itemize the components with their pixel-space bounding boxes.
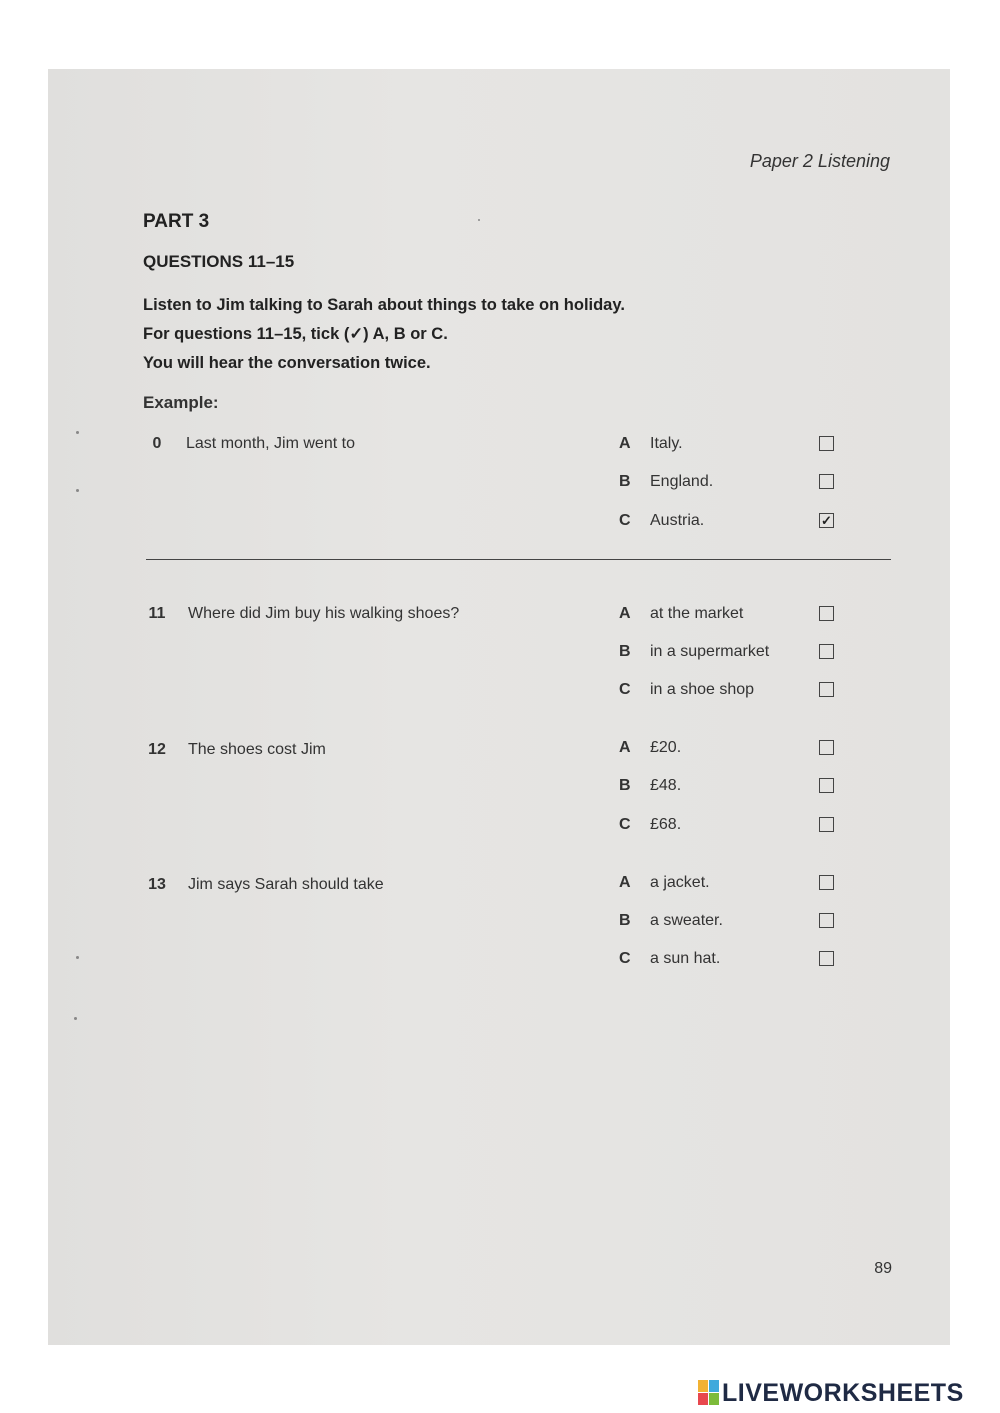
question-number: 13 [148,876,166,893]
option-letter: B [619,777,631,794]
option-letter: C [619,512,631,529]
tick-box[interactable] [819,644,834,659]
question-number: 0 [152,435,162,452]
option-row [48,874,950,904]
option-letter: A [619,874,631,891]
option-row [48,912,950,942]
option-text: a sun hat. [650,950,721,967]
option-letter: B [619,643,631,660]
question-text: The shoes cost Jim [188,741,326,758]
instructions [143,291,625,378]
brand-name: LIVEWORKSHEETS [722,1378,964,1407]
option-letter: C [619,681,631,698]
option-row [48,435,950,465]
option-text: at the market [650,605,744,622]
option-row [48,681,950,711]
tick-box[interactable] [819,682,834,697]
tick-box[interactable] [819,474,834,489]
option-text: £48. [650,777,682,794]
tick-box[interactable] [819,436,834,451]
option-row [48,512,950,542]
option-text: a sweater. [650,912,723,929]
instruction-line: You will hear the conversation twice. [143,354,431,372]
question-number: 11 [148,605,166,622]
option-row [48,816,950,846]
option-letter: A [619,435,631,452]
page-number: 89 [874,1260,892,1277]
scan-speck [76,431,79,434]
option-text: Italy. [650,435,683,452]
option-letter: C [619,816,631,833]
question-text: Jim says Sarah should take [188,876,384,893]
option-letter: A [619,605,631,622]
option-row [48,605,950,635]
tick-box[interactable] [819,951,834,966]
question-text: Last month, Jim went to [186,435,355,452]
tick-box[interactable] [819,778,834,793]
option-text: a jacket. [650,874,710,891]
tick-box[interactable] [819,875,834,890]
option-row [48,739,950,769]
tick-box[interactable] [819,817,834,832]
option-text: in a supermarket [650,643,770,660]
scan-speck [74,1017,77,1020]
scan-speck [478,219,480,221]
tick-box[interactable] [819,606,834,621]
option-letter: C [619,950,631,967]
option-row [48,473,950,503]
example-label: Example: [143,393,219,412]
tick-box-checked[interactable]: ✓ [819,513,834,528]
paper-header: Paper 2 Listening [749,151,890,171]
part-title: PART 3 [143,211,210,232]
option-text: Austria. [650,512,705,529]
tick-box[interactable] [819,740,834,755]
option-row [48,643,950,673]
option-letter: B [619,912,631,929]
liveworksheets-logo [698,1378,964,1408]
option-text: England. [650,473,714,490]
question-text: Where did Jim buy his walking shoes? [188,605,460,622]
option-text: £68. [650,816,682,833]
worksheet-page [48,69,950,1345]
instruction-line: Listen to Jim talking to Sarah about things to take on holiday. [143,296,625,314]
option-row [48,950,950,980]
option-letter: B [619,473,631,490]
divider-line [146,559,891,560]
questions-range: QUESTIONS 11–15 [143,252,295,271]
option-letter: A [619,739,631,756]
tick-box[interactable] [819,913,834,928]
liveworksheets-icon [698,1380,720,1406]
question-number: 12 [148,741,166,758]
option-text: £20. [650,739,682,756]
option-row [48,777,950,807]
option-text: in a shoe shop [650,681,755,698]
instruction-line: For questions 11–15, tick (✓) A, B or C. [143,325,448,343]
